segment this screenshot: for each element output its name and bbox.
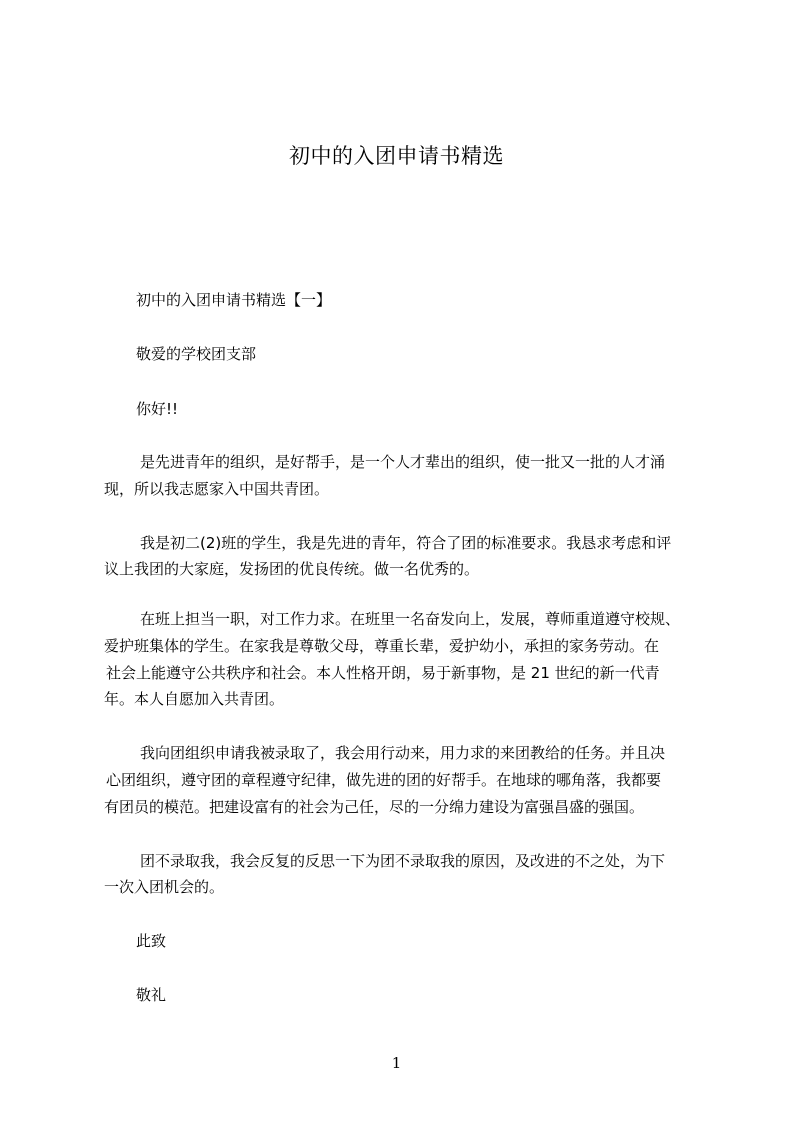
- paragraph-line: 爱护班集体的学生。在家我是尊敬父母，尊重长辈，爱护幼小，承担的家务劳动。在: [104, 637, 660, 655]
- paragraph-line: 一次入团机会的。: [104, 878, 225, 896]
- paragraph-line: 社会上能遵守公共秩序和社会。本人性格开朗，易于新事物，是 21 世纪的新一代青: [106, 664, 660, 682]
- paragraph-line: 是先进青年的组织，是好帮手，是一个人才辈出的组织，使一批又一批的人才涌: [140, 453, 666, 471]
- section-heading: 初中的入团申请书精选【一】: [136, 291, 332, 309]
- document-title: 初中的入团申请书精选: [289, 144, 504, 168]
- paragraph-line: 在班上担当一职，对工作力求。在班里一名奋发向上，发展，尊师重道遵守校规、: [140, 610, 681, 628]
- paragraph-line: 议上我团的大家庭，发扬团的优良传统。做一名优秀的。: [104, 560, 480, 578]
- paragraph-line: 年。本人自愿加入共青团。: [104, 690, 285, 708]
- salutation: 敬爱的学校团支部: [136, 345, 257, 363]
- paragraph-line: 有团员的模范。把建设富有的社会为己任，尽的一分绵力建设为富强昌盛的强国。: [104, 798, 645, 816]
- closing-line: 此致: [136, 932, 167, 950]
- paragraph-line: 心团组织，遵守团的章程遵守纪律，做先进的团的好帮手。在地球的哪角落，我都要: [106, 771, 662, 789]
- page-number: 1: [391, 1054, 402, 1072]
- paragraph-line: 我向团组织申请我被录取了，我会用行动来，用力求的来团教给的任务。并且决: [140, 744, 666, 762]
- paragraph-line: 我是初二(2)班的学生，我是先进的青年，符合了团的标准要求。我恳求考虑和评: [140, 534, 672, 552]
- closing-line: 敬礼: [136, 986, 167, 1004]
- greeting: 你好!!: [136, 400, 179, 418]
- paragraph-line: 团不录取我，我会反复的反思一下为团不录取我的原因，及改进的不之处，为下: [140, 852, 666, 870]
- paragraph-line: 现，所以我志愿家入中国共青团。: [104, 480, 330, 498]
